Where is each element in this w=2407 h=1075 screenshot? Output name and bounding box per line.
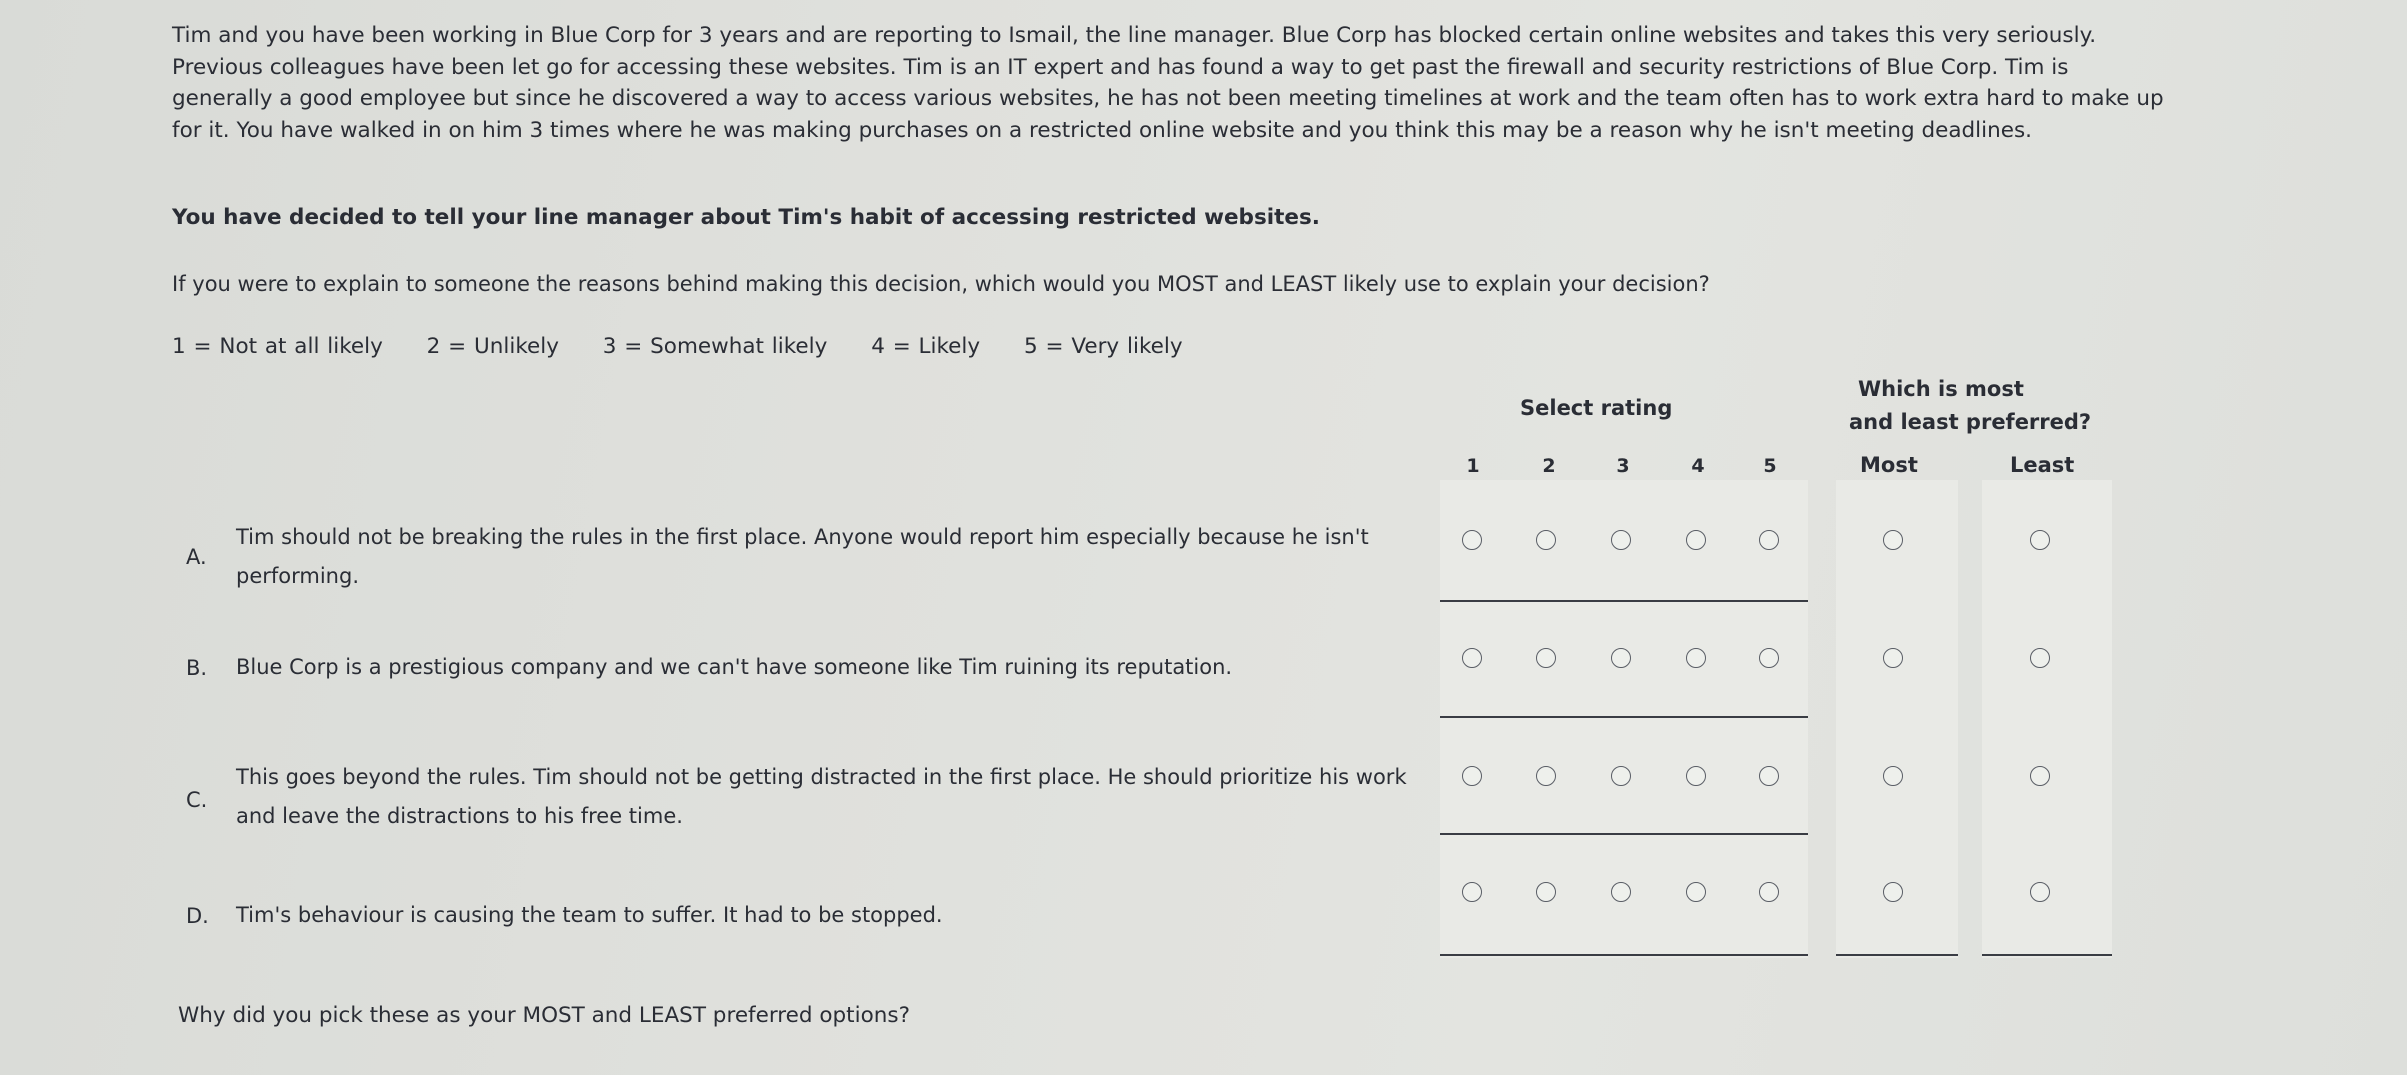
rating-1-radio-c[interactable]	[1462, 766, 1482, 786]
scenario-line: Previous colleagues have been let go for accessing these websites. Tim is an IT expert and has found a way to get past the firewall and security restrictions of Blue Corp. Tim is	[172, 54, 2069, 80]
rating-4-radio-c[interactable]	[1686, 766, 1706, 786]
decision-statement: You have decided to tell your line manager about Tim's habit of accessing restricted websites.	[172, 205, 1320, 230]
row-divider	[1836, 954, 1958, 956]
scale-4: 4 = Likely	[871, 334, 981, 359]
option-letter: A.	[186, 545, 207, 569]
option-letter: C.	[186, 788, 208, 812]
option-text-line: performing.	[236, 564, 359, 588]
least-radio-c[interactable]	[2030, 766, 2050, 786]
option-text	[236, 758, 1407, 836]
most-radio-c[interactable]	[1883, 766, 1903, 786]
option-text	[236, 648, 1232, 687]
row-divider	[1440, 600, 1808, 602]
scale-2: 2 = Unlikely	[426, 334, 559, 359]
option-text	[236, 518, 1369, 596]
option-letter: D.	[186, 904, 209, 928]
rating-4-radio-a[interactable]	[1686, 530, 1706, 550]
option-text	[236, 896, 943, 935]
rating-1-radio-d[interactable]	[1462, 882, 1482, 902]
scale-3: 3 = Somewhat likely	[602, 334, 828, 359]
followup-question: Why did you pick these as your MOST and LEAST preferred options?	[178, 1003, 910, 1028]
scale-5: 5 = Very likely	[1023, 334, 1183, 359]
rating-col-1: 1	[1466, 455, 1480, 477]
preference-header-line1: Which is most	[1858, 377, 2024, 401]
preference-header-line2: and least preferred?	[1849, 410, 2092, 434]
most-radio-d[interactable]	[1883, 882, 1903, 902]
rating-3-radio-b[interactable]	[1611, 648, 1631, 668]
option-text-line: and leave the distractions to his free time.	[236, 804, 683, 828]
least-radio-b[interactable]	[2030, 648, 2050, 668]
row-divider	[1440, 954, 1808, 956]
option-letter: B.	[186, 656, 208, 680]
rating-2-radio-b[interactable]	[1536, 648, 1556, 668]
most-radio-b[interactable]	[1883, 648, 1903, 668]
rating-5-radio-a[interactable]	[1759, 530, 1779, 550]
scenario-line: Tim and you have been working in Blue Corp for 3 years and are reporting to Ismail, the line manager. Blue Corp has blocked certain online websites and takes this very seriously.	[172, 23, 2097, 48]
scenario-text	[172, 20, 2164, 146]
rating-2-radio-a[interactable]	[1536, 530, 1556, 550]
least-radio-a[interactable]	[2030, 530, 2050, 550]
rating-3-radio-c[interactable]	[1611, 766, 1631, 786]
rating-5-radio-c[interactable]	[1759, 766, 1779, 786]
rating-col-4: 4	[1691, 455, 1705, 477]
rating-5-radio-d[interactable]	[1759, 882, 1779, 902]
option-text-line: Tim's behaviour is causing the team to suffer. It had to be stopped.	[236, 903, 943, 927]
most-header: Most	[1860, 453, 1918, 477]
scenario-line: generally a good employee but since he discovered a way to access various websites, he has not been meeting timelines at work and the team often has to work extra hard to make up	[172, 86, 2164, 111]
rating-1-radio-a[interactable]	[1462, 530, 1482, 550]
rating-scale-legend	[172, 334, 1219, 359]
rating-3-radio-a[interactable]	[1611, 530, 1631, 550]
least-radio-d[interactable]	[2030, 882, 2050, 902]
least-header: Least	[2010, 453, 2075, 477]
rating-col-5: 5	[1763, 455, 1777, 477]
rating-3-radio-d[interactable]	[1611, 882, 1631, 902]
question-prompt: If you were to explain to someone the reasons behind making this decision, which would you MOST and LEAST likely use to explain your decision?	[172, 272, 1710, 296]
option-text-line: This goes beyond the rules. Tim should not be getting distracted in the first place. He should prioritize his work	[236, 765, 1407, 789]
rating-1-radio-b[interactable]	[1462, 648, 1482, 668]
rating-4-radio-b[interactable]	[1686, 648, 1706, 668]
scenario-line: for it. You have walked in on him 3 times where he was making purchases on a restricted online website and you think this may be a reason why he isn't meeting deadlines.	[172, 117, 2033, 143]
option-text-line: Blue Corp is a prestigious company and we can't have someone like Tim ruining its reputation.	[236, 655, 1233, 679]
rating-col-3: 3	[1616, 455, 1630, 477]
rating-4-radio-d[interactable]	[1686, 882, 1706, 902]
rating-2-radio-d[interactable]	[1536, 882, 1556, 902]
row-divider	[1440, 833, 1808, 835]
select-rating-header: Select rating	[1520, 396, 1673, 420]
row-divider	[1440, 716, 1808, 718]
scale-1: 1 = Not at all likely	[172, 334, 383, 359]
option-text-line: Tim should not be breaking the rules in the first place. Anyone would report him especially because he isn't	[236, 525, 1369, 549]
rating-5-radio-b[interactable]	[1759, 648, 1779, 668]
rating-2-radio-c[interactable]	[1536, 766, 1556, 786]
row-divider	[1982, 954, 2112, 956]
most-radio-a[interactable]	[1883, 530, 1903, 550]
rating-col-2: 2	[1542, 455, 1556, 477]
